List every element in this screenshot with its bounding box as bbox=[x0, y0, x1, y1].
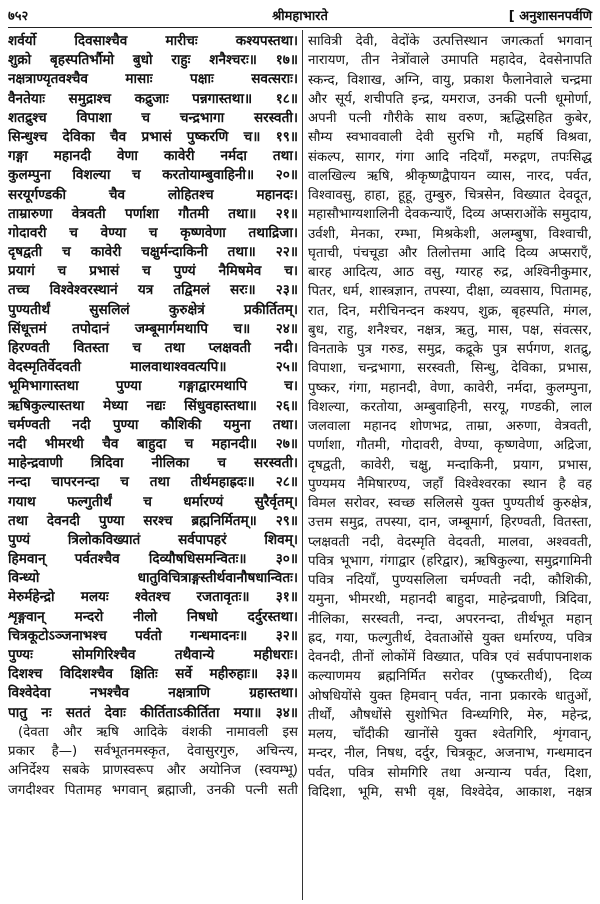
prose-line: बारह आदित्य, आठ वसु, ग्यारह रुद्र, अश्विनीकुमार, bbox=[308, 265, 592, 280]
prose-line: ओषधियोंसे युक्त हिमवान् पर्वत, नाना प्रकारके धातुओं, bbox=[308, 688, 592, 704]
verse-line: मेरुर्महेन्द्रो मलयः श्वेतश्च रजतावृतः॥ ३१॥ bbox=[8, 589, 298, 606]
verse-line: चर्मण्वती नदी पुण्या कौशिकी यमुना तथा। bbox=[8, 416, 298, 433]
prose-line: अपनी पत्नी गौरीके साथ वरुण, ऋद्धिसहित कुबेर, bbox=[308, 111, 592, 126]
prose-line: पवित्र नदियाँ, पुण्यसलिला चर्मण्वती नदी, कौशिकी, bbox=[308, 573, 592, 588]
header-rule bbox=[8, 27, 592, 28]
prose-line: नारायण, तीन नेत्रोंवाले उमापति महादेव, देवसेनापति bbox=[308, 53, 592, 69]
verse-line: शुक्रो बृहस्पतिर्भौमो बुधो राहुः शनैश्चरः॥ १७॥ bbox=[8, 52, 298, 69]
prose-line: दृषद्वती, कावेरी, चक्षु, मन्दाकिनी, प्रयाग, प्रभास, bbox=[308, 457, 592, 473]
prose-line: देवनदी, तीनों लोकोंमें विख्यात, पवित्र एवं सर्वपापनाशक bbox=[308, 650, 592, 665]
verse-line: ऋषिकुल्यास्तथा मेध्या नद्यः सिंधुवहास्तथा॥ २६॥ bbox=[8, 397, 298, 414]
verse-line: पुण्यः सोमगिरिश्चैव तथैवान्ये महीधराः। bbox=[8, 647, 298, 663]
prose-line: सावित्री देवी, वेदोंके उत्पत्तिस्थान जगत्कर्ता भगवान् bbox=[308, 34, 592, 49]
verse-line: विन्ध्यो धातुविचित्राङ्गस्तीर्थवानौषधान्वितः। bbox=[8, 570, 298, 587]
prose-line: विपाशा, चन्द्रभागा, सरस्वती, सिन्धु, देविका, प्रभास, bbox=[308, 361, 592, 377]
verse-line: विश्वेदेवा नभश्चैव नक्षत्राणि ग्रहास्तथा। bbox=[8, 685, 298, 702]
verse-line: सिंधूत्तमं तपोदानं जम्बूमार्गमथापि च॥ २४॥ bbox=[8, 320, 298, 337]
prose-line: मलय, चाँदीकी खानोंसे युक्त श्वेतगिरि, शृंगवान्, bbox=[308, 727, 592, 742]
verse-line: नदी भीमरथी चैव बाहुदा च महानदी॥ २७॥ bbox=[8, 435, 298, 452]
verse-line: दिशश्च विदिशश्चैव क्षितिः सर्वे महीरुहाः॥ ३३॥ bbox=[8, 666, 298, 683]
left-column bbox=[8, 32, 298, 800]
verse-line: हिमवान् पर्वतश्चैव दिव्यौषधिसमन्वितः॥ ३०॥ bbox=[8, 551, 298, 568]
prose-line: महासौभाग्यशालिनी देवकन्याएँ, दिव्य अप्सराओंके समुदाय, bbox=[308, 207, 592, 223]
translation-intro bbox=[8, 723, 298, 800]
verse-line: चित्रकूटोऽञ्जनाभश्च पर्वतो गन्धमादनः॥ ३२॥ bbox=[8, 627, 298, 644]
verse-line: पातु नः सततं देवाः कीर्तिताऽकीर्तिता मया॥ ३४॥ bbox=[8, 704, 298, 721]
verse-line: दृषद्वती च कावेरी चक्षुर्मन्दाकिनी तथा॥ २२॥ bbox=[8, 244, 298, 261]
prose-line: पितर, धर्म, शास्त्रज्ञान, तपस्या, दीक्षा, व्यवसाय, पितामह, bbox=[308, 284, 592, 300]
page-header bbox=[8, 4, 592, 26]
note-line: प्रकार है—) सर्वभूतनमस्कृत, देवासुरगुरु, अचिन्त्य, bbox=[8, 744, 298, 759]
prose-line: मन्दर, नील, निषध, दर्दुर, चित्रकूट, अजनाभ, गन्धमादन bbox=[308, 746, 592, 762]
note-line: अनिर्देश्य सबके प्राणस्वरूप और अयोनिज (स्वयम्भू) bbox=[8, 763, 298, 779]
prose-line: और सूर्य, शचीपति इन्द्र, यमराज, उनकी पत्नी धूमोर्णा, bbox=[308, 91, 592, 107]
verse-line: प्रयागं च प्रभासं च पुण्यं नैमिषमेव च। bbox=[8, 263, 298, 280]
verse-line: पुण्यं त्रिलोकविख्यातं सर्वपापहरं शिवम्। bbox=[8, 531, 298, 548]
prose-line: विदिशा, भूमि, सभी वृक्ष, विश्वेदेव, आकाश, नक्षत्र bbox=[308, 784, 592, 800]
prose-line: बुध, राहु, शनैश्चर, नक्षत्र, ऋतु, मास, पक्ष, संवत्सर, bbox=[308, 322, 592, 338]
verse-line: गोदावरी च वेण्या च कृष्णवेणा तथाद्रिजा। bbox=[8, 224, 298, 241]
column-divider bbox=[302, 30, 303, 900]
prose-line: वालखिल्य ऋषि, श्रीकृष्णद्वैपायन व्यास, नारद, पर्वत, bbox=[308, 168, 592, 184]
prose-line: विमल सरोवर, स्वच्छ सलिलसे युक्त पुण्यतीर्थ कुरुक्षेत्र, bbox=[308, 496, 592, 511]
prose-line: स्कन्द, विशाख, अग्नि, वायु, प्रकाश फैलानेवाले चन्द्रमा bbox=[308, 72, 592, 88]
prose-line: प्लक्षवती नदी, वेदस्मृति वेदवती, मालवा, अश्ववती, bbox=[308, 534, 592, 550]
verse-line: नक्षत्राण्यृतवश्चैव मासाः पक्षाः सवत्सराः। bbox=[8, 71, 298, 88]
verse-line: कुलम्पुना विशल्या च करतोयाम्बुवाहिनी॥ २०॥ bbox=[8, 167, 298, 184]
prose-line: पर्वत, पवित्र सोमगिरि तथा अन्यान्य पर्वत, दिशा, bbox=[308, 765, 592, 781]
verse-line: शर्वर्यो दिवसाश्चैव मारीचः कश्यपस्तथा। bbox=[8, 33, 298, 49]
prose-line: नीलिका, सरस्वती, नन्दा, अपरनन्दा, तीर्थभूत महान् bbox=[308, 611, 592, 627]
prose-line: पुण्यमय नैमिषारण्य, जहाँ विश्वेश्वरका स्थान है वह bbox=[308, 476, 592, 492]
prose-line: उर्वशी, मेनका, रम्भा, मिश्रकेशी, अलम्बुषा, विश्वाची, bbox=[308, 226, 592, 242]
verse-line: वैनतेयाः समुद्राश्च कद्रुजाः पन्नगास्तथा॥ १८॥ bbox=[8, 90, 298, 107]
verse-line: भूमिभागास्तथा पुण्या गङ्गाद्वारमथापि च। bbox=[8, 378, 298, 395]
prose-line: पुष्कर, गंगा, महानदी, वेणा, कावेरी, नर्मदा, कुलम्पुना, bbox=[308, 380, 592, 396]
verse-line: तथा देवनदी पुण्या सरश्च ब्रह्मनिर्मितम्॥ २९॥ bbox=[8, 512, 298, 529]
verse-line: नन्दा चापरनन्दा च तथा तीर्थमहाह्रदः॥ २८॥ bbox=[8, 474, 298, 491]
prose-line: कल्याणमय ब्रह्मनिर्मित सरोवर (पुष्करतीर्थ), दिव्य bbox=[308, 669, 592, 685]
prose-line: विशल्या, करतोया, अम्बुवाहिनी, सरयू, गण्डकी, लाल bbox=[308, 399, 592, 415]
verse-block bbox=[8, 32, 298, 723]
verse-line: शतद्रुश्च विपाशा च चन्द्रभागा सरस्वती। bbox=[8, 109, 298, 126]
right-column bbox=[308, 32, 592, 802]
verse-line: गयाथ फल्गुतीर्थं च धर्मारण्यं सुरैर्वृतम्। bbox=[8, 493, 298, 510]
prose-line: तीर्थों, औषधोंसे सुशोभित विन्ध्यगिरि, मेरु, महेन्द्र, bbox=[308, 707, 592, 723]
note-line: जगदीश्वर पितामह भगवान् ब्रह्माजी, उनकी पत्नी सती bbox=[8, 782, 298, 798]
verse-line: शृङ्गवान् मन्दरो नीलो निषधो दर्दुरस्तथा। bbox=[8, 608, 298, 625]
verse-line: ताम्रारुणा वेत्रवती पर्णाशा गौतमी तथा॥ २१॥ bbox=[8, 205, 298, 222]
verse-line: सिन्धुश्च देविका चैव प्रभासं पुष्करणि च॥ १९॥ bbox=[8, 128, 298, 145]
verse-line: तच्च विश्वेश्वरस्थानं यत्र तद्विमलं सरः॥ २३॥ bbox=[8, 282, 298, 299]
running-title: श्रीमहाभारते bbox=[272, 9, 328, 24]
prose-line: ह्रद, गया, फल्गुतीर्थ, देवताओंसे युक्त धर्मारण्य, पवित्र bbox=[308, 630, 592, 646]
section-name: [ अनुशासनपर्वणि bbox=[508, 9, 592, 24]
note-line: (देवता और ऋषि आदिके वंशकी नामावली इस bbox=[18, 724, 298, 740]
verse-line: हिरण्वती वितस्ता च तथा प्लक्षवती नदी। bbox=[8, 340, 298, 356]
prose-line: जलवाला महानद शोणभद्र, ताम्रा, अरुणा, वेत्रवती, bbox=[308, 419, 592, 434]
prose-line: संकल्प, सागर, गंगा आदि नदियाँ, मरुद्गण, तपःसिद्ध bbox=[308, 149, 592, 165]
verse-line: वेदस्मृतिर्वेदवती मालवाथाश्ववत्यपि॥ २५॥ bbox=[8, 359, 298, 376]
prose-line: पर्णाशा, गौतमी, गोदावरी, वेण्या, कृष्णवेणा, अद्रिजा, bbox=[308, 438, 592, 454]
prose-line: पवित्र भूभाग, गंगाद्वार (हरिद्वार), ऋषिकुल्या, समुद्रगामिनी bbox=[308, 553, 592, 569]
prose-line: उत्तम समुद्र, तपस्या, दान, जम्बूमार्ग, हिरण्वती, वितस्ता, bbox=[308, 515, 592, 531]
prose-line: रात, दिन, मरीचिनन्दन कश्यप, शुक्र, बृहस्पति, मंगल, bbox=[308, 303, 592, 319]
verse-line: माहेन्द्रवाणी त्रिदिवा नीलिका च सरस्वती। bbox=[8, 455, 298, 472]
verse-line: सरयूर्गण्डकी चैव लोहितश्च महानदः। bbox=[8, 186, 298, 203]
verse-line: पुण्यतीर्थं सुसलिलं कुरुक्षेत्रं प्रकीर्तितम्। bbox=[8, 301, 298, 318]
prose-line: सौम्य स्वभाववाली देवी सुरभि गौ, महर्षि विश्रवा, bbox=[308, 130, 592, 146]
prose-line: विनताके पुत्र गरुड, समुद्र, कद्रूके पुत्र सर्पगण, शतद्रु, bbox=[308, 342, 592, 357]
page-number: ७५२ bbox=[8, 9, 29, 24]
prose-line: घृताची, पंचचूडा और तिलोत्तमा आदि दिव्य अप्सराएँ, bbox=[308, 245, 592, 261]
prose-line: विश्वावसु, हाहा, हूहू, तुम्बुरु, चित्रसेन, विख्यात देवदूत, bbox=[308, 188, 592, 203]
verse-line: गङ्गा महानदी वेणा कावेरी नर्मदा तथा। bbox=[8, 148, 298, 165]
prose-line: यमुना, भीमरथी, महानदी बाहुदा, माहेन्द्रवाणी, त्रिदिवा, bbox=[308, 592, 592, 608]
